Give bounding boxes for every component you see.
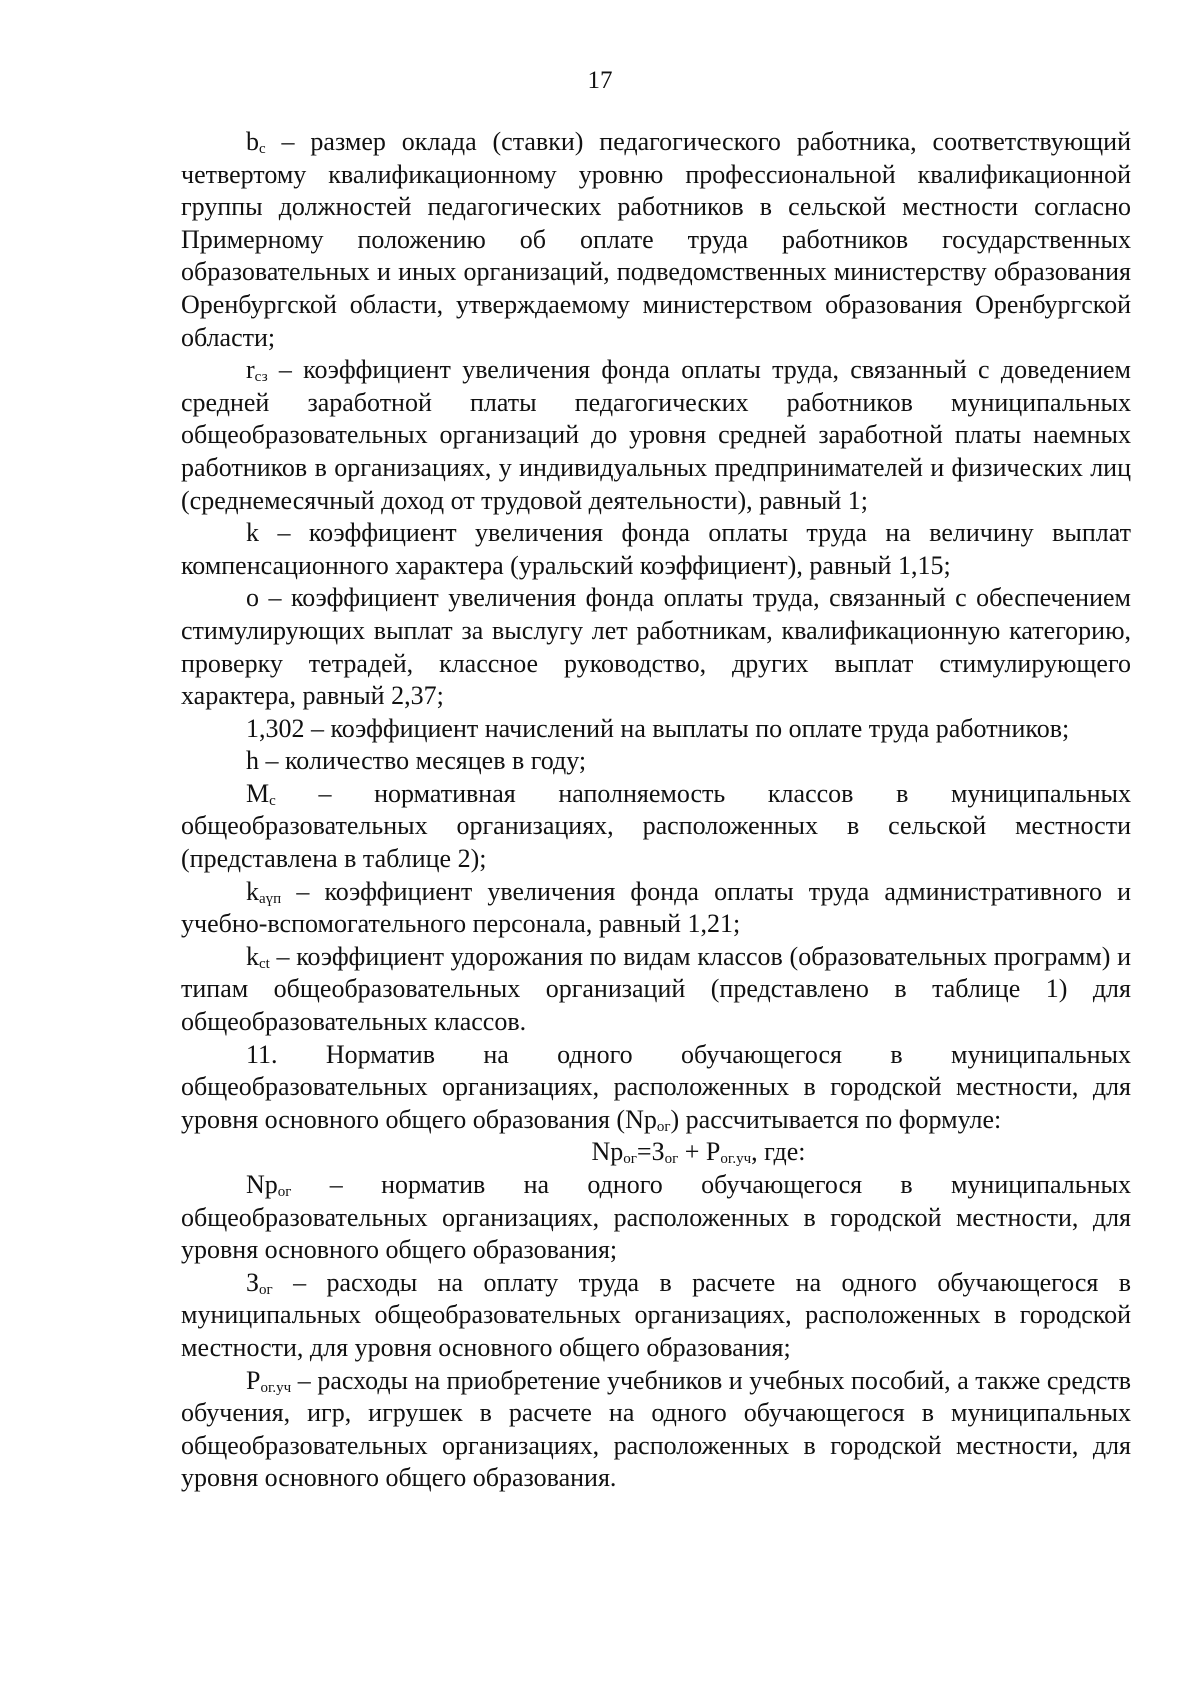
definition-text: – расходы на оплату труда в расчете на одного обучающегося в муниципальных общеобразовательных организациях, расположенных в городской местности, для уровня основного общего образования;: [181, 1267, 1131, 1362]
definition-text: – расходы на приобретение учебников и учебных пособий, а также средств обучения, игр, игрушек в расчете на одного обучающегося в муниципальных общеобразовательных организациях, расположенных в городской местности, для уровня основного общего образования.: [181, 1365, 1131, 1493]
formula-p-subscript: ог.уч: [720, 1151, 752, 1168]
formula-z: =З: [636, 1137, 665, 1167]
symbol: M: [246, 778, 270, 808]
page-number: 17: [587, 67, 613, 94]
definition-text: – количество месяцев в году;: [259, 746, 587, 776]
definition-text: – нормативная наполняемость классов в муниципальных общеобразовательных организациях, расположенных в сельской местности (представлена в таблице 2);: [181, 778, 1131, 874]
definition-text: – размер оклада (ставки) педагогического работника, соответствующий четвертому квалификационному уровню профессиональной квалификационной группы должностей педагогических работников в сельской местности согласно Примерному положению об оплате труда работников государственных образовательных и иных организаций, подведомственных министерству образования Оренбургской области, утверждаемому министерством образования Оренбургской области;: [181, 127, 1131, 352]
symbol: o: [246, 583, 259, 613]
document-body: [181, 126, 1131, 1495]
paragraph-mc: [181, 778, 1131, 876]
formula-p: + P: [678, 1137, 721, 1167]
symbol-subscript: аүп: [259, 890, 282, 907]
symbol: Np: [246, 1170, 278, 1199]
paragraph-o: [181, 582, 1131, 712]
symbol: k: [246, 876, 259, 906]
definition-text: – коэффициент начислений на выплаты по оплате труда работников;: [304, 713, 1070, 743]
paragraph-rsz: [181, 354, 1131, 517]
symbol: r: [246, 355, 255, 385]
paragraph-item-11: [181, 1039, 1131, 1137]
paragraph-pogych: [181, 1365, 1131, 1495]
symbol: P: [246, 1365, 261, 1395]
symbol-subscript: ог: [277, 1184, 292, 1200]
definition-text: – норматив на одного обучающегося в муниципальных общеобразовательных организациях, расположенных в городской местности, для уровня основного общего образования;: [181, 1170, 1131, 1265]
paragraph-bc: [181, 126, 1131, 354]
formula-z-subscript: ог: [664, 1151, 679, 1168]
symbol: k: [246, 518, 259, 548]
paragraph-k: [181, 517, 1131, 582]
formula-lhs: Np: [591, 1137, 624, 1167]
symbol-subscript: c: [259, 141, 266, 157]
paragraph-kct: [181, 941, 1131, 1039]
clause-text: 11. Норматив на одного обучающегося в муниципальных общеобразовательных организациях, расположенных в городской местности, для уровня основного общего образования (Np: [181, 1039, 1131, 1134]
definition-text: – коэффициент увеличения фонда оплаты труда, связанный с обеспечением стимулирующих выплат за выслугу лет работникам, квалификационную категорию, проверку тетрадей, классное руководство, других выплат стимулирующего характера, равный 2,37;: [181, 583, 1131, 711]
symbol: h: [246, 746, 259, 776]
symbol-subscript: ct: [259, 955, 270, 972]
formula: [181, 1136, 1131, 1169]
symbol-subscript: c: [269, 792, 276, 809]
symbol-subscript: ог: [656, 1118, 671, 1135]
symbol-subscript: ог: [259, 1281, 273, 1298]
symbol: З: [246, 1267, 260, 1297]
symbol-subscript: сз: [254, 369, 268, 386]
symbol: 1,302: [246, 713, 305, 743]
symbol-subscript: ог.уч: [260, 1379, 292, 1396]
formula-tail: , где:: [751, 1137, 806, 1167]
paragraph-h: [181, 745, 1131, 778]
definition-text: – коэффициент увеличения фонда оплаты труда, связанный с доведением средней заработной платы педагогических работников муниципальных общеобразовательных организаций до уровня средней заработной платы наемных работников в организациях, у индивидуальных предпринимателей и физических лиц (среднемесячный доход от трудовой деятельности), равный 1;: [181, 355, 1131, 515]
paragraph-npog: [181, 1169, 1131, 1267]
paragraph-zog: [181, 1267, 1131, 1365]
paragraph-kaup: [181, 876, 1131, 941]
symbol: b: [246, 127, 259, 156]
formula-lhs-subscript: ог: [623, 1151, 637, 1168]
definition-text: – коэффициент удорожания по видам классов (образовательных программ) и типам общеобразовательных организаций (представлено в таблице 1) для общеобразовательных классов.: [181, 941, 1131, 1037]
paragraph-1302: [181, 713, 1131, 746]
symbol: k: [246, 941, 259, 971]
clause-text-tail: ) рассчитывается по формуле:: [670, 1104, 1002, 1134]
definition-text: – коэффициент увеличения фонда оплаты труда административного и учебно-вспомогательного персонала, равный 1,21;: [181, 876, 1131, 939]
definition-text: – коэффициент увеличения фонда оплаты труда на величину выплат компенсационного характера (уральский коэффициент), равный 1,15;: [181, 518, 1131, 580]
